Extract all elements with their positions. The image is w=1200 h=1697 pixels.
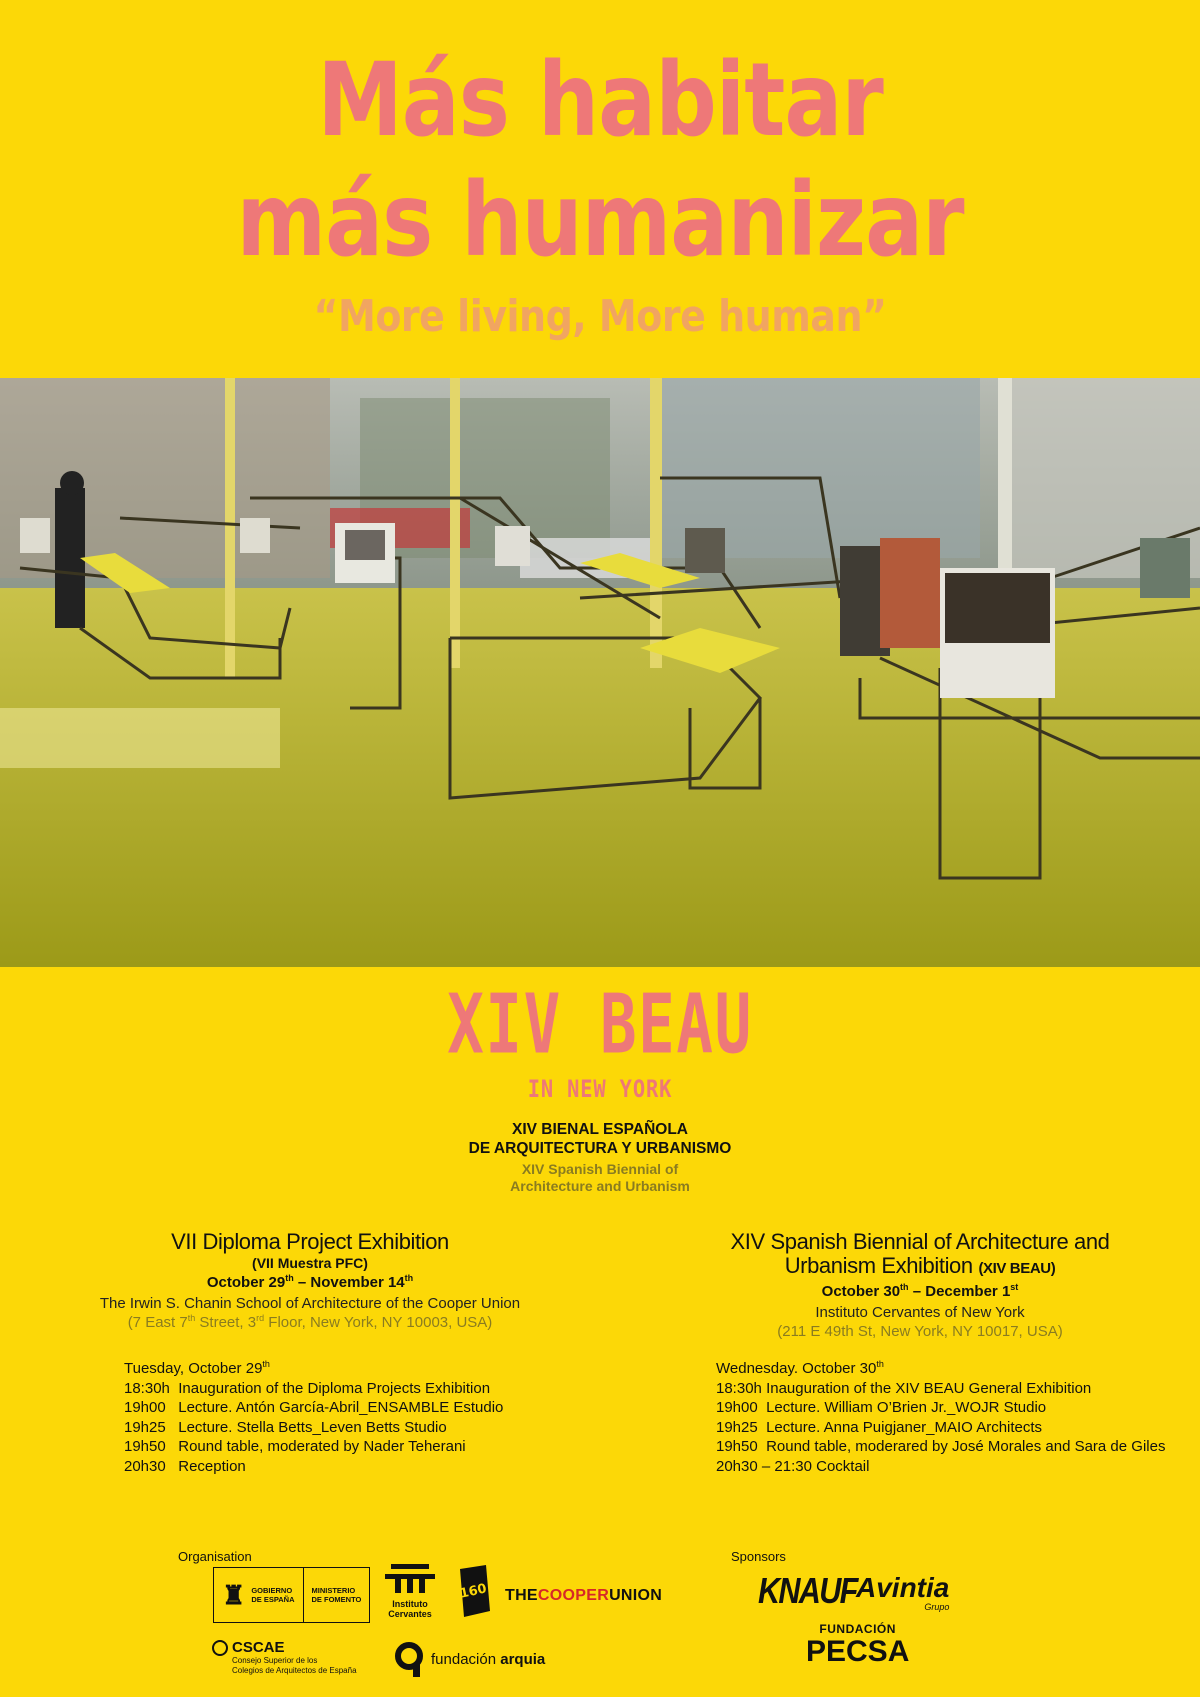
right-schedule-row: 20h30 – 21:30 Cocktail [716,1457,870,1475]
cscae-line-1: Consejo Superior de los [232,1656,318,1665]
left-schedule-row: 18:30h Inauguration of the Diploma Projects Exhibition [124,1379,491,1397]
pecsa-logo [806,1622,909,1668]
left-event-title: VII Diploma Project Exhibition [171,1229,449,1254]
exhibition-photo-drawing [0,378,1200,967]
right-event-title-line-2: Urbanism Exhibition (XIV BEAU) [784,1253,1056,1278]
cooper-160-icon [456,1565,492,1621]
right-schedule-row: 18:30h Inauguration of the XIV BEAU General Exhibition [716,1379,1092,1397]
gobierno-cell [214,1568,303,1622]
right-event-title-line-1: XIV Spanish Biennial of Architecture and [730,1229,1110,1254]
right-schedule [716,1359,1196,1476]
right-schedule-row: 19h50 Round table, moderared by José Morales and Sara de Giles [716,1438,1166,1455]
title-line-2: más humanizar [236,162,964,280]
left-schedule-row: 19h50 Round table, moderated by Nader Teherani [124,1438,466,1455]
left-event [60,1230,560,1332]
exhibition-photo [0,378,1200,967]
right-event-venue: Instituto Cervantes of New York [815,1304,1025,1321]
pecsa-line-2: PECSA [806,1635,910,1668]
pecsa-line-1: FUNDACIÓN [819,1622,896,1636]
cervantes-icon [385,1562,435,1594]
beau-logo-main: XIV BEAU [447,977,753,1073]
cooper-union-logo: THECOOPERUNION [505,1587,663,1604]
avintia-sub: Grupo [924,1602,950,1612]
avintia-logo [856,1573,949,1612]
beau-logo-sub: IN NEW YORK [527,1075,673,1103]
avintia-name: Avintia [856,1572,950,1603]
gobierno-line-2: DE ESPAÑA [251,1595,295,1604]
right-schedule-row: 19h00 Lecture. William O’Brien Jr._WOJR Studio [716,1399,1047,1416]
right-event-address: (211 E 49th St, New York, NY 10017, USA) [777,1323,1063,1340]
subtitle: “More living, More human” [313,290,887,342]
gobierno-line-1: GOBIERNO [251,1586,293,1595]
cscae-logo [212,1639,357,1676]
ministerio-line-2: DE FOMENTO [311,1595,362,1604]
right-event [670,1230,1170,1341]
coat-of-arms-icon: ♜ [222,1579,246,1610]
bienal-spanish-line-1: XIV BIENAL ESPAÑOLA [512,1121,688,1138]
arquia-q-icon [393,1640,427,1678]
left-schedule [124,1359,584,1476]
left-event-subtitle: (VII Muestra PFC) [252,1255,368,1271]
left-schedule-day: Tuesday, October 29th [124,1359,270,1377]
cscae-seal-icon [212,1640,228,1656]
left-schedule-row: 19h25 Lecture. Stella Betts_Leven Betts Studio [124,1418,447,1436]
cervantes-line-1: Instituto [392,1599,428,1609]
left-schedule-row: 19h00 Lecture. Antón García-Abril_ENSAMBLE Estudio [124,1399,504,1416]
organisation-label: Organisation [178,1549,252,1564]
cervantes-logo [385,1562,435,1619]
knauf-logo: KNAUF [758,1570,857,1611]
bienal-english-line-2: Architecture and Urbanism [510,1178,690,1194]
right-event-dates: October 30th – December 1st [821,1282,1019,1300]
ministerio-line-1: MINISTERIO [311,1586,356,1595]
left-event-address: (7 East 7th Street, 3rd Floor, New York, NY 10003, USA) [127,1313,493,1331]
bienal-english-line-1: XIV Spanish Biennial of [521,1161,679,1177]
cscae-line-2: Colegios de Arquitectos de España [232,1666,357,1675]
left-event-venue: The Irwin S. Chanin School of Architecture of the Cooper Union [99,1295,521,1312]
bienal-spanish-line-2: DE ARQUITECTURA Y URBANISMO [468,1140,732,1157]
ministerio-cell [303,1568,370,1622]
left-event-dates: October 29th – November 14th [206,1273,414,1291]
sponsors-label: Sponsors [731,1549,786,1564]
right-schedule-day: Wednesday. October 30th [716,1359,884,1377]
gobierno-logo [213,1567,370,1623]
cscae-name: CSCAE [232,1639,285,1656]
arquia-logo: fundación arquia [393,1640,545,1678]
cervantes-line-2: Cervantes [388,1609,432,1619]
left-schedule-row: 20h30 Reception [124,1457,246,1475]
right-schedule-row: 19h25 Lecture. Anna Puigjaner_MAIO Architects [716,1418,1043,1436]
svg-text:160: 160 [458,1581,489,1602]
title-line-1: Más habitar [317,42,883,161]
